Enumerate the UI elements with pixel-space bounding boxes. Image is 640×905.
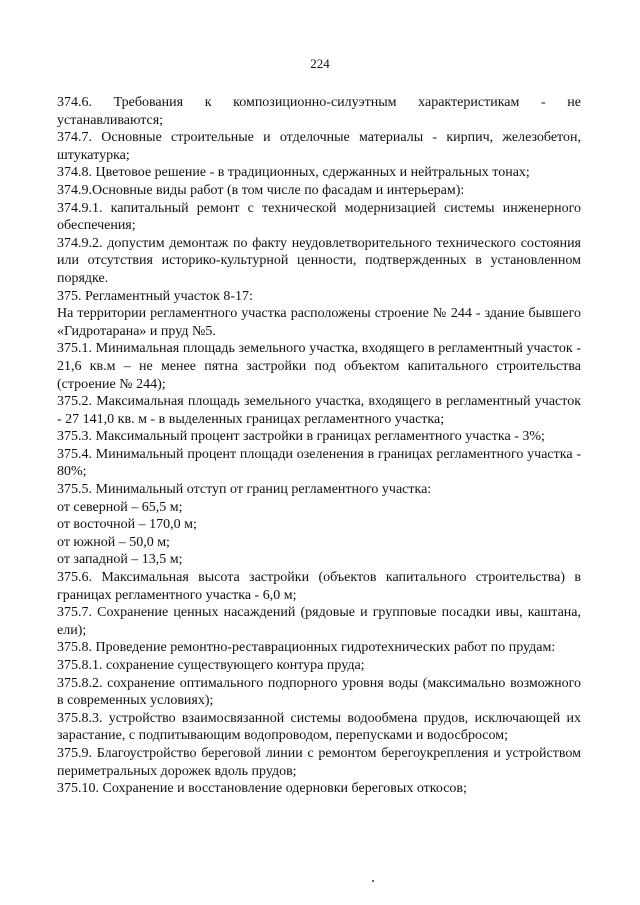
page-number: 224 xyxy=(310,56,330,71)
paragraph-374-7: 374.7. Основные строительные и отделочные материалы - кирпич, железобетон, штукатурка; xyxy=(57,130,581,163)
paragraph-375-2: 375.2. Максимальная площадь земельного участка, входящего в регламентный участок - 27 141,0 кв. м - в выделенных границах регламентного участка; xyxy=(57,394,581,427)
paragraph-375-1: 375.1. Минимальная площадь земельного участка, входящего в регламентный участок - 21,6 кв.м – не менее пятна застройки под объектом капитального строительства (строение № 244); xyxy=(57,341,581,392)
paragraph-375-10: 375.10. Сохранение и восстановление одерновки береговых откосов; xyxy=(57,781,467,797)
setback-east: от восточной – 170,0 м; xyxy=(57,517,197,533)
paragraph-375-intro: На территории регламентного участка расположены строение № 244 - здание бывшего «Гидротарана» и пруд №5. xyxy=(57,306,581,339)
paragraph-375-heading: 375. Регламентный участок 8-17: xyxy=(57,288,253,304)
paragraph-375-9: 375.9. Благоустройство береговой линии с ремонтом берегоукрепления и устройством периметральных дорожек вдоль прудов; xyxy=(57,745,581,779)
document-body xyxy=(57,94,581,798)
setback-south: от южной – 50,0 м; xyxy=(57,534,170,550)
paragraph-375-4: 375.4. Минимальный процент площади озеленения в границах регламентного участка - 80%; xyxy=(57,446,581,480)
paragraph-374-9: 374.9.Основные виды работ (в том числе по фасадам и интерьерам): xyxy=(57,182,465,198)
paragraph-375-5: 375.5. Минимальный отступ от границ регламентного участка: xyxy=(57,482,432,498)
paragraph-374-6: 374.6. Требования к композиционно-силуэтным характеристикам - не устанавливаются; xyxy=(57,95,581,128)
paragraph-374-9-1: 374.9.1. капитальный ремонт с технической модернизацией системы инженерного обеспечения; xyxy=(57,200,581,234)
setback-north: от северной – 65,5 м; xyxy=(57,499,183,515)
paragraph-375-7: 375.7. Сохранение ценных насаждений (рядовые и групповые посадки ивы, каштана, ели); xyxy=(57,605,581,638)
paragraph-375-8: 375.8. Проведение ремонтно-реставрационных гидротехнических работ по прудам: xyxy=(57,640,556,656)
paragraph-375-8-1: 375.8.1. сохранение существующего контура пруда; xyxy=(57,658,365,673)
paragraph-375-3: 375.3. Максимальный процент застройки в границах регламентного участка - 3%; xyxy=(57,429,545,445)
scan-speck xyxy=(372,880,374,882)
setback-west: от западной – 13,5 м; xyxy=(57,552,183,568)
paragraph-374-8: 374.8. Цветовое решение - в традиционных, сдержанных и нейтральных тонах; xyxy=(57,165,530,181)
paragraph-374-9-2: 374.9.2. допустим демонтаж по факту неудовлетворительного технического состояния или отсутствия историко-культурной ценности, подтвержденных в установленном порядке. xyxy=(57,235,581,286)
paragraph-375-8-2: 375.8.2. сохранение оптимального подпорного уровня воды (максимально возможного в современных условиях); xyxy=(57,675,581,709)
paragraph-375-8-3: 375.8.3. устройство взаимосвязанной системы водообмена прудов, исключающей их зарастание, с подпитывающим водопроводом, перепусками и водосбросом; xyxy=(57,710,581,744)
paragraph-375-6: 375.6. Максимальная высота застройки (объектов капитального строительства) в границах регламентного участка - 6,0 м; xyxy=(57,570,581,603)
